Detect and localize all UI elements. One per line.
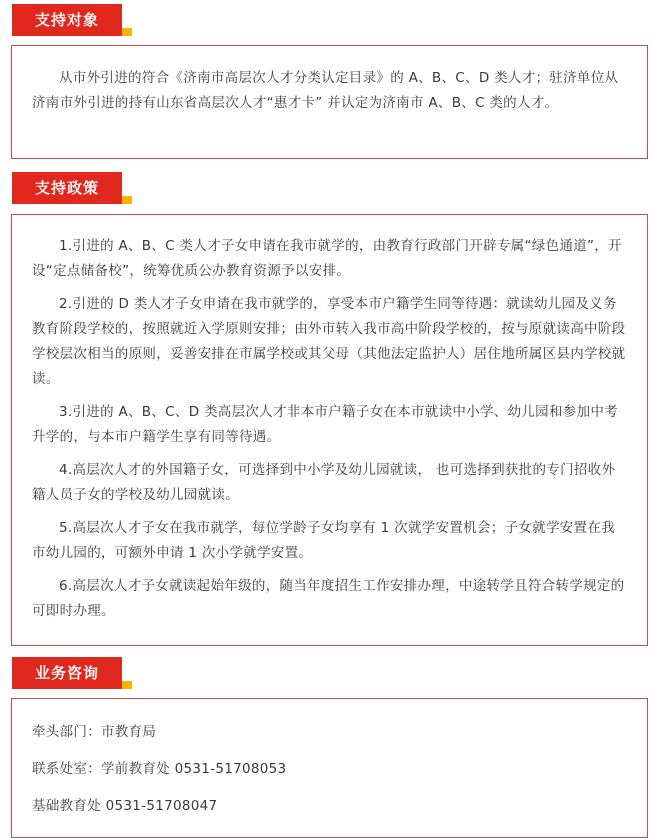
support-target-box <box>11 45 648 159</box>
policy-item-2: 2.引进的 D 类人才子女申请在我市就学的，享受本市户籍学生同等待遇：就读幼儿园及义务教育阶段学校的，按照就近入学原则安排；由外市转入我市高中阶段学校的，按与原就读高中阶段学校层次相当的原则，妥善安排在市属学校或其父母（其他法定监护人）居住地所属区县内学校就读。 <box>32 296 626 387</box>
section-title: 业务咨询 <box>12 657 122 689</box>
lead-department: 牵头部门：市教育局 <box>32 724 157 740</box>
contact-office-preschool: 联系处室：学前教育处 0531-51708053 <box>32 761 287 777</box>
section-header-business-consult <box>12 657 132 691</box>
header-accent-bar <box>122 196 132 204</box>
policy-item-1: 1.引进的 A、B、C 类人才子女申请在我市就学的，由教育行政部门开辟专属“绿色通道”，开设“定点储备校”，统筹优质公办教育资源予以安排。 <box>32 238 622 279</box>
section-header-support-target <box>12 4 132 38</box>
business-consult-box <box>11 698 648 838</box>
policy-item-3: 3.引进的 A、B、C、D 类高层次人才非本市户籍子女在本市就读中小学、幼儿园和参加中考升学的，与本市户籍学生享有同等待遇。 <box>32 404 618 445</box>
policy-item-5: 5.高层次人才子女在我市就学，每位学龄子女均享有 1 次就学安置机会；子女就学安置在我市幼儿园的，可额外申请 1 次小学就学安置。 <box>32 520 615 561</box>
header-accent-bar <box>122 681 132 689</box>
header-accent-bar <box>122 28 132 36</box>
policy-item-4: 4.高层次人才的外国籍子女，可选择到中小学及幼儿园就读， 也可选择到获批的专门招收外籍人员子女的学校及幼儿园就读。 <box>32 462 616 503</box>
section-title: 支持对象 <box>12 4 122 36</box>
contact-office-basic-education: 基础教育处 0531-51708047 <box>32 798 218 814</box>
support-target-text: 从市外引进的符合《济南市高层次人才分类认定目录》的 A、B、C、D 类人才；驻济单位从济南市外引进的持有山东省高层次人才“惠才卡” 并认定为济南市 A、B、C 类的人才。 <box>32 70 619 111</box>
support-policy-box <box>11 214 648 646</box>
section-header-support-policy <box>12 172 132 206</box>
section-title: 支持政策 <box>12 172 122 204</box>
policy-item-6: 6.高层次人才子女就读起始年级的，随当年度招生工作安排办理，中途转学且符合转学规定的可即时办理。 <box>32 578 625 619</box>
